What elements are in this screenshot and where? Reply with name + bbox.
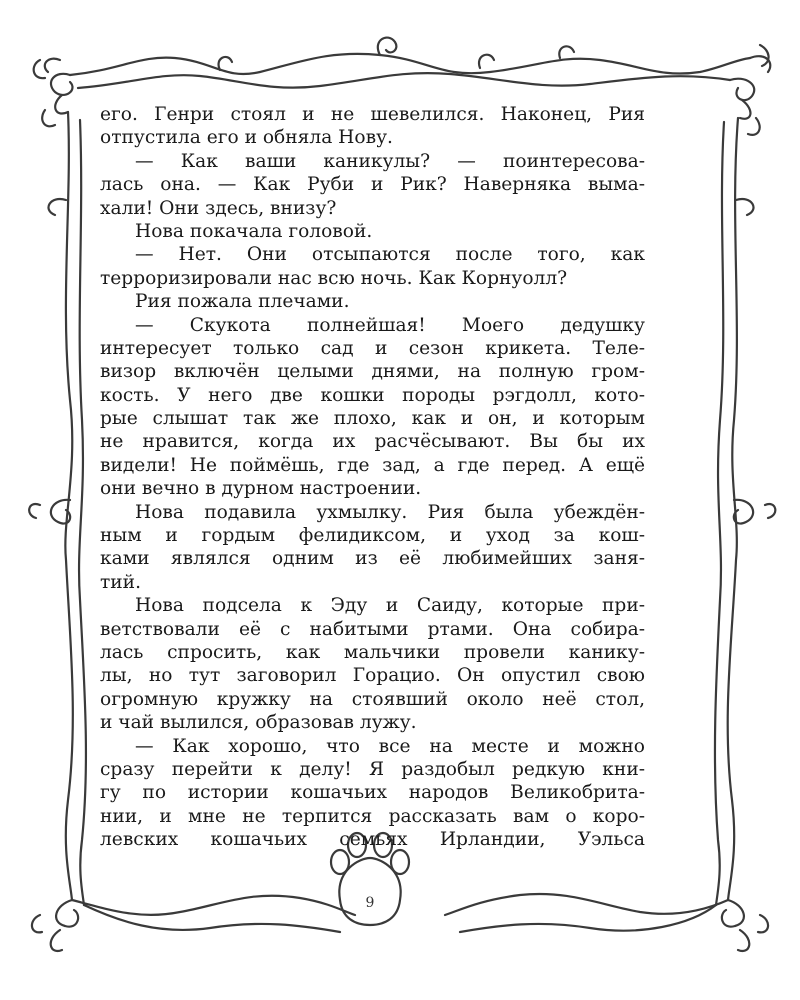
text-line: его. Генри стоял и не шевелился. Наконец, Рия [100, 104, 645, 125]
text-line: кость. У него две кошки породы рэгдолл, кото- [100, 384, 645, 406]
text-line: хали! Они здесь, внизу? [100, 197, 337, 219]
text-line: они вечно в дурном настроении. [100, 478, 422, 500]
text-line: и чай вылился, образовав лужу. [100, 712, 417, 734]
text-line: лы, но тут заговорил Горацио. Он опустил свою [100, 665, 645, 687]
text-line: визор включён целыми днями, на полную гром- [100, 361, 645, 383]
text-line: левских кошачьих семьях Ирландии, Уэльса [100, 829, 645, 851]
text-line: Нова покачала головой. [135, 220, 373, 242]
text-line: лась она. — Как Руби и Рик? Наверняка выма- [100, 174, 645, 196]
text-line: лась спросить, как мальчики провели канику- [100, 641, 645, 663]
corner-flourish-top-left [45, 59, 73, 114]
text-line: Нова подавила ухмылку. Рия была убеждён- [135, 501, 645, 523]
text-line: — Как хорошо, что все на месте и можно [135, 735, 645, 757]
corner-flourish-bottom-left [32, 900, 78, 951]
text-line: — Нет. Они отсыпаются после того, как [135, 244, 645, 266]
text-line: — Как ваши каникулы? — поинтересова- [135, 150, 645, 172]
left-border-line [65, 112, 72, 900]
side-flourish-left [29, 199, 70, 524]
page-number: 9 [365, 895, 375, 911]
text-line: Рия пожала плечами. [135, 291, 350, 313]
text-line: видели! Не поймёшь, где зад, а где перед. А ещё [100, 454, 645, 476]
text-line: рые слышат так же плохо, как и он, и которым [100, 408, 645, 430]
text-line: гу по истории кошачьих народов Великобрита- [100, 782, 645, 804]
page-body-text [100, 103, 645, 852]
text-line: терроризировали нас всю ночь. Как Корнуолл? [100, 267, 568, 289]
text-line: не нравится, когда их расчёсывают. Вы бы их [100, 431, 645, 453]
bottom-border-line [72, 896, 355, 915]
side-flourish-right [734, 199, 775, 524]
top-border-line [70, 54, 750, 75]
text-line: Нова подсела к Эду и Саиду, которые при- [135, 595, 645, 617]
text-line: ками являлся одним из её любимейших заня- [100, 548, 645, 570]
text-line: нии, и мне не терпится рассказать вам о коро- [100, 805, 645, 827]
right-border-line [728, 118, 738, 900]
text-line: тий. [100, 571, 141, 593]
text-line: ветствовали её с набитыми ртами. Она собира- [100, 618, 645, 640]
text-line: сразу перейти к делу! Я раздобыл редкую кни- [100, 758, 645, 780]
text-line: отпустила его и обняла Нову. [100, 127, 393, 149]
corner-flourish-bottom-right [722, 900, 768, 951]
text-line: — Скукота полнейшая! Моего дедушку [135, 314, 645, 336]
text-line: огромную кружку на стоявший около неё стол, [100, 688, 645, 710]
text-line: интересует только сад и сезон крикета. Теле- [100, 337, 645, 359]
text-line: ным и гордым фелидиксом, и уход за кош- [100, 525, 645, 547]
